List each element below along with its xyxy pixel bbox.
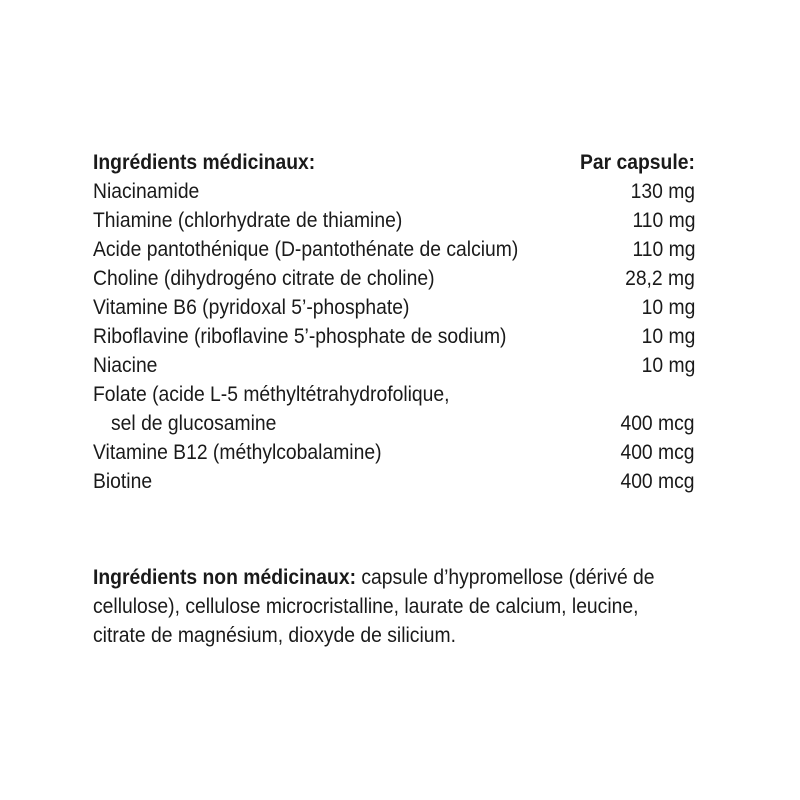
ingredient-amount: 10 mg [641,354,695,377]
non-medicinal-line [93,563,737,592]
table-row [93,467,695,496]
ingredient-amount: 400 mcg [620,441,695,464]
table-row [93,206,695,235]
ingredient-amount: 28,2 mg [625,267,695,290]
table-row [93,235,695,264]
table-row [93,409,695,438]
ingredient-name: Vitamine B6 (pyridoxal 5’-phosphate) [93,296,410,319]
ingredient-name: Thiamine (chlorhydrate de thiamine) [93,209,403,232]
table-row [93,264,695,293]
ingredient-amount: 10 mg [641,296,695,319]
table-header [93,148,695,177]
ingredient-name: Vitamine B12 (méthylcobalamine) [93,441,382,464]
non-medicinal-line: citrate de magnésium, dioxyde de silicium. [93,624,456,647]
table-row [93,293,695,322]
table-row [93,380,695,409]
non-medicinal-line: cellulose), cellulose microcristalline, laurate de calcium, leucine, [93,595,639,618]
ingredient-name: Acide pantothénique (D-pantothénate de calcium) [93,238,519,261]
ingredient-amount: 400 mcg [620,412,695,435]
table-row [93,177,695,206]
ingredient-name: Riboflavine (riboflavine 5’-phosphate de sodium) [93,325,507,348]
per-capsule-heading: Par capsule: [580,151,695,174]
table-row [93,438,695,467]
non-medicinal-heading: Ingrédients non médicinaux: [93,566,357,589]
ingredient-name: Folate (acide L-5 méthyltétrahydrofolique, [93,383,450,406]
ingredient-name: Niacine [93,354,158,377]
ingredient-amount: 110 mg [631,238,695,261]
ingredient-amount: 130 mg [630,180,695,203]
ingredient-amount: 110 mg [631,209,695,232]
ingredient-name: Biotine [93,470,153,493]
non-medicinal-text: capsule d’hypromellose (dérivé de [356,566,655,589]
table-row [93,322,695,351]
ingredient-name: Niacinamide [93,180,200,203]
ingredient-name: Choline (dihydrogéno citrate de choline) [93,267,435,290]
ingredient-amount: 400 mcg [620,470,695,493]
medicinal-heading: Ingrédients médicinaux: [93,151,316,174]
ingredient-amount: 10 mg [641,325,695,348]
table-row [93,351,695,380]
non-medicinal-ingredients [93,563,793,650]
ingredient-name: sel de glucosamine [111,412,277,435]
